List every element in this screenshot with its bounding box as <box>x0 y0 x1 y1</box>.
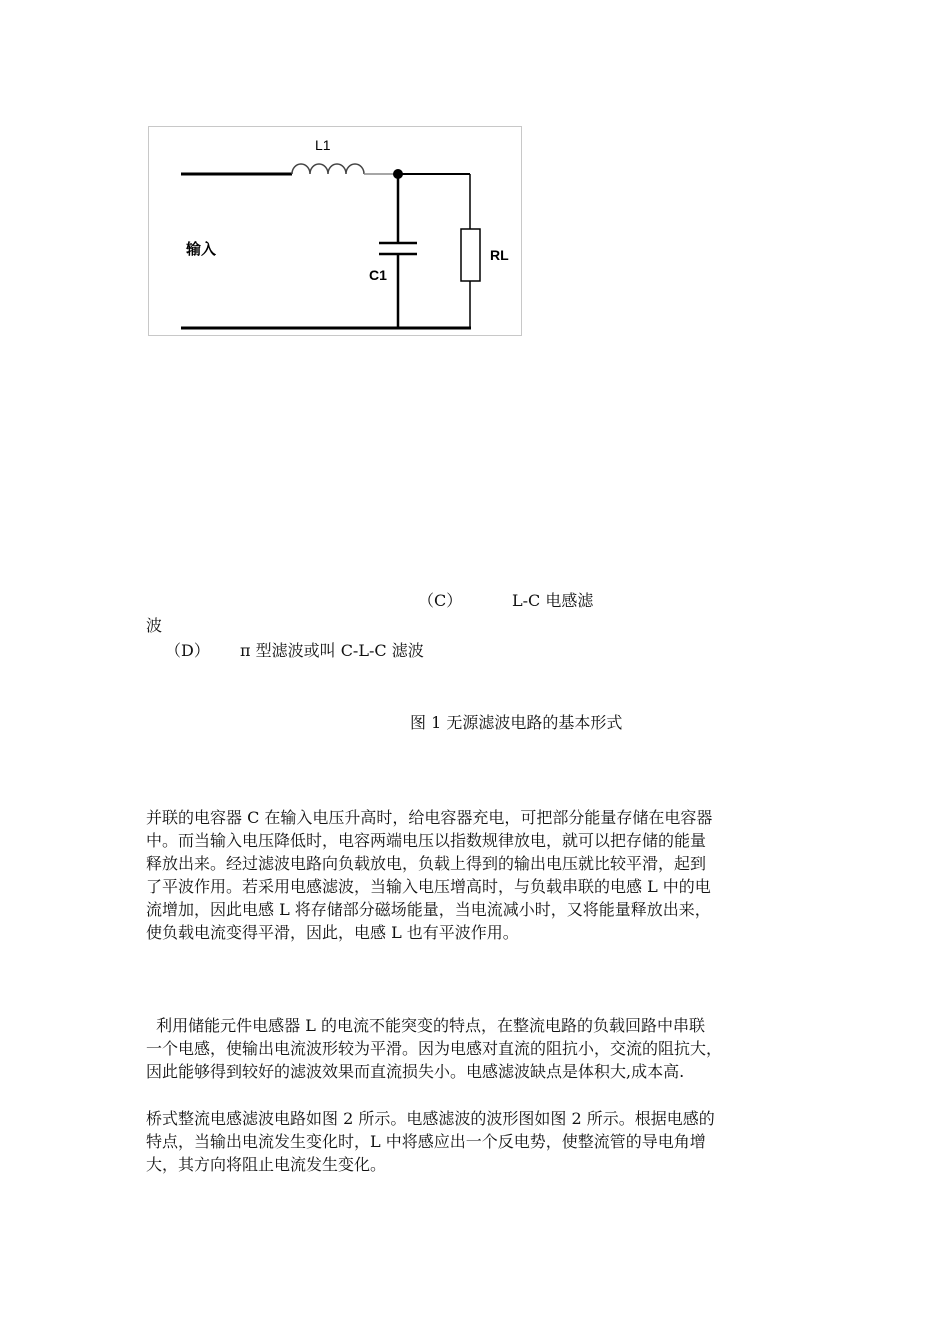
input-label: 输入 <box>186 240 217 258</box>
option-d-text: π 型滤波或叫 C-L-C 滤波 <box>240 641 424 660</box>
lc-filter-circuit-diagram <box>148 126 522 336</box>
paragraph-line: 特点，当输出电流发生变化时，L 中将感应出一个反电势，使整流管的导电角增 <box>146 1132 706 1151</box>
figure-caption: 图 1 无源滤波电路的基本形式 <box>410 713 623 732</box>
paragraph-line: 因此能够得到较好的滤波效果而直流损失小。电感滤波缺点是体积大,成本高. <box>146 1062 685 1081</box>
paragraph-line: 桥式整流电感滤波电路如图 2 所示。电感滤波的波形图如图 2 所示。根据电感的 <box>146 1109 715 1128</box>
inductor-label: L1 <box>315 137 331 153</box>
paragraph-line: 使负载电流变得平滑，因此，电感 L 也有平波作用。 <box>146 923 519 942</box>
load-label: RL <box>490 247 509 263</box>
option-c-label: （C） <box>418 591 463 610</box>
paragraph-line: 并联的电容器 C 在输入电压升高时，给电容器充电，可把部分能量存储在电容器 <box>146 808 713 827</box>
load-resistor-rl-symbol <box>461 229 480 281</box>
paragraph-2 <box>146 1014 810 1083</box>
inductor-l1-symbol <box>292 164 364 174</box>
paragraph-3 <box>146 1107 810 1176</box>
paragraph-line: 利用储能元件电感器 L 的电流不能突变的特点，在整流电路的负载回路中串联 <box>146 1016 705 1035</box>
paragraph-line: 一个电感，使输出电流波形较为平滑。因为电感对直流的阻抗小，交流的阻抗大， <box>146 1039 723 1058</box>
option-d-label: （D） <box>165 641 210 660</box>
paragraph-line: 流增加，因此电感 L 将存储部分磁场能量，当电流减小时，又将能量释放出来， <box>146 900 711 919</box>
paragraph-line: 释放出来。经过滤波电路向负载放电，负载上得到的输出电压就比较平滑，起到 <box>146 854 707 873</box>
paragraph-line: 了平波作用。若采用电感滤波，当输入电压增高时，与负载串联的电感 L 中的电 <box>146 877 711 896</box>
paragraph-line: 中。而当输入电压降低时，电容两端电压以指数规律放电，就可以把存储的能量 <box>146 831 707 850</box>
option-c-text: L-C 电感滤 <box>512 591 594 610</box>
option-c-wrap: 波 <box>146 616 163 635</box>
paragraph-1 <box>146 806 810 944</box>
capacitor-label: C1 <box>369 267 387 283</box>
paragraph-line: 大，其方向将阻止电流发生变化。 <box>146 1155 387 1174</box>
